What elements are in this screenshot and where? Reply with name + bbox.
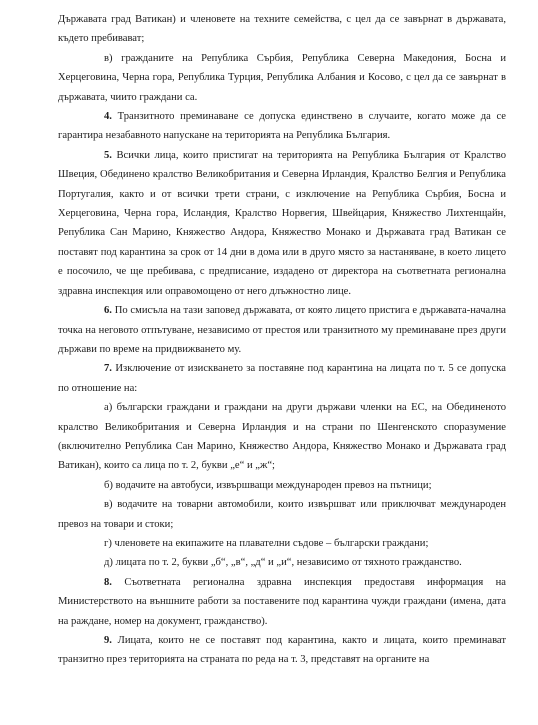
paragraph-text: Всички лица, които пристигат на територията на Република България от Кралство Швеция, Обединено кралство Великобритания и Северна Ирландия, Кралство Белгия и Република Португалия, както и от всички трети страни, с изключение на Република Сърбия, Босна и Херцеговина, Черна гора, Исландия, Кралство Норвегия, Швейцария, Княжество Лихтенщайн, Република Сан Марино, Княжество Андора, Княжество Монако и Държавата град Ватикан се поставят под карантина за срок от 14 дни в дома или в друго място за настаняване, в което лицето е посочило, че ще пребивава, с предписание, издадено от директора на съответната регионална здравна инспекция или оправомощено от него длъжностно лице.	[58, 149, 506, 297]
paragraph-5	[58, 146, 506, 301]
paragraph-text: Изключение от изискването за поставяне под карантина на лицата по т. 5 се допуска по отношение на:	[58, 363, 506, 394]
paragraph-text: Транзитното преминаване се допуска единствено в случаите, когато може да се гарантира незабавното напускане на територията на Република България.	[58, 111, 506, 142]
paragraph-7b: б) водачите на автобуси, извършващи международен превоз на пътници;	[104, 479, 432, 491]
paragraph-4	[58, 107, 506, 146]
paragraph-7a: а) български граждани и граждани на други държави членки на ЕС, на Обединеното кралство Великобритания и Северна Ирландия и на страни по Шенгенското споразумение (включително Република Сан Марино, Княжество Андора, Княжество Монако и Държавата град Ватикан), които са лица по т. 2, букви „е“ и „ж“;	[58, 402, 506, 472]
paragraph-7	[58, 359, 506, 398]
paragraph-6	[58, 301, 506, 359]
paragraph-number: 8.	[104, 576, 112, 588]
paragraph-7d: д) лицата по т. 2, букви „б“, „в“, „д“ и „и“, независимо от тяхното гражданство.	[104, 557, 462, 569]
document-page	[58, 10, 506, 670]
paragraph-continuation: Държавата град Ватикан) и членовете на техните семейства, с цел да се завърнат в държавата, където пребивават;	[58, 14, 506, 45]
paragraph-text: По смисъла на тази заповед държавата, от която лицето пристига е държавата-начална точка на неговото отпътуване, независимо от престоя или транзитното му преминаване през други държави по време на придвижването му.	[58, 305, 506, 355]
paragraph-text: Съответната регионална здравна инспекция предоставя информация на Министерството на външните работи за поставените под карантина чужди граждани (имена, дата на раждане, номер на документ, гражданство).	[58, 576, 506, 627]
paragraph-number: 5.	[104, 149, 112, 161]
paragraph-text: Лицата, които не се поставят под карантина, както и лицата, които преминават транзитно през територията на страната по реда на т. 3, представят на органите на	[58, 635, 506, 666]
paragraph-9	[58, 631, 506, 670]
paragraph-number: 9.	[104, 635, 112, 646]
paragraph-item-v: в) гражданите на Република Сърбия, Република Северна Македония, Босна и Херцеговина, Черна гора, Република Турция, Република Албания и Косово, с цел да се завърнат в държавата, чиито граждани са.	[58, 52, 506, 103]
paragraph-number: 6.	[104, 305, 112, 317]
paragraph-8	[58, 573, 506, 631]
paragraph-number: 4.	[104, 111, 112, 123]
paragraph-7v: в) водачите на товарни автомобили, които извършват или приключват международен превоз на товари и стоки;	[58, 499, 506, 530]
paragraph-7g: г) членовете на екипажите на плавателни съдове – български граждани;	[104, 537, 429, 549]
paragraph-number: 7.	[104, 363, 112, 375]
